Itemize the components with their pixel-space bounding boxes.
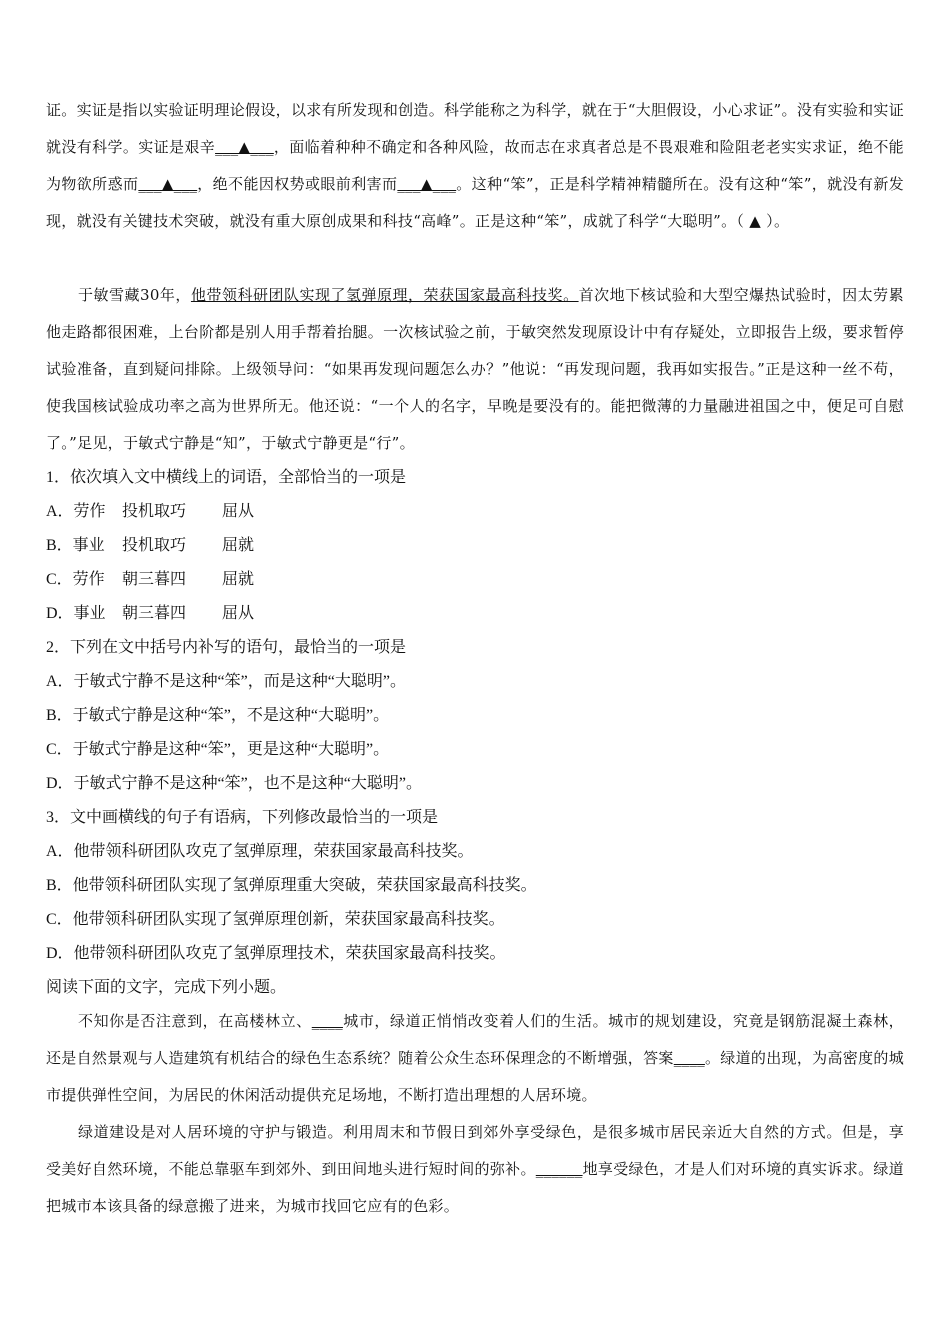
passage1-p2-text: 首次地下核试验和大型空爆热试验时，因太劳累他走路都很困难，上台阶都是别人用手帮着抬腿。一次核试验之前，于敏突然发现原设计中有存疑处，立即报告上级，要求暂停试验准备，直到疑问排除。上级领导问：“如果再发现问题怎么办？”他说：“再发现问题，我再如实报告。”正是这种一丝不苟，使我国核试验成功率之高为世界所无。他还说：“一个人的名字，早晚是要没有的。能把微薄的力量融进祖国之中，便足可自慰了。”足见，于敏式宁静是“知”，于敏式宁静更是“行”。: [46, 286, 904, 452]
option-word-1: D．事业: [46, 605, 106, 622]
fill-blank-3: ___▲___: [397, 175, 457, 193]
option-word-3: 屈从: [222, 605, 255, 622]
passage1-p1-text: ，面临着种种不确定和各种风险，故而志在求真者总是不畏艰难和险阻老老实实求证，绝不能为物欲所惑而: [46, 138, 904, 193]
passage2-paragraph-1: [46, 1003, 904, 1114]
question-2-option-b: B．于敏式宁静是这种“笨”，不是这种“大聪明”。: [46, 707, 390, 724]
option-word-3: 屈就: [222, 537, 255, 554]
passage2-paragraph-2: [46, 1114, 904, 1225]
passage1-p2-text: 于敏雪藏30年，: [78, 286, 191, 304]
option-word-2: 朝三暮四: [122, 571, 187, 588]
passage2-p2-text: 地享受绿色，才是人们对环境的真实诉求。绿道把城市本该具备的绿意搬了进来，为城市找回它应有的色彩。: [46, 1160, 904, 1215]
passage1-paragraph-2: [46, 277, 904, 462]
fill-blank-6: ______: [535, 1160, 583, 1178]
question-1-option-b: [46, 529, 904, 563]
passage2-p1-text: 不知你是否注意到，在高楼林立、: [78, 1012, 312, 1030]
option-word-2: 朝三暮四: [122, 605, 187, 622]
question-3-option-d: D．他带领科研团队攻克了氢弹原理技术，荣获国家最高科技奖。: [46, 945, 506, 962]
option-word-3: 屈就: [222, 571, 255, 588]
fill-blank-1: ___▲___: [215, 138, 274, 156]
passage2-p1-text: 城市，绿道正悄悄改变着人们的生活。城市的规划建设，究竟是钢筋混凝土森林，还是自然景观与人造建筑有机结合的绿色生态系统？随着公众生态环保理念的不断增强，答案: [46, 1012, 904, 1067]
question-3-stem: 3．文中画横线的句子有语病，下列修改最恰当的一项是: [46, 809, 439, 826]
option-word-2: 投机取巧: [122, 503, 187, 520]
question-3-option-a: A．他带领科研团队攻克了氢弹原理，荣获国家最高科技奖。: [46, 843, 474, 860]
option-word-2: 投机取巧: [122, 537, 187, 554]
question-3-option-c: C．他带领科研团队实现了氢弹原理创新，荣获国家最高科技奖。: [46, 911, 505, 928]
passage1-paragraph-1: [46, 92, 904, 240]
option-word-3: 屈从: [222, 503, 255, 520]
question-1-stem: 1．依次填入文中横线上的词语，全部恰当的一项是: [46, 469, 407, 486]
question-1-option-a: [46, 495, 904, 529]
option-word-1: C．劳作: [46, 571, 105, 588]
fill-blank-5: ____: [673, 1049, 705, 1067]
passage2-p2-text: 绿道建设是对人居环境的守护与锻造。利用周末和节假日到郊外享受绿色，是很多城市居民亲近大自然的方式。但是，享受美好自然环境，不能总靠驱车到郊外、到田间地头进行短时间的弥补。: [46, 1123, 904, 1178]
fill-blank-2: ___▲___: [138, 175, 198, 193]
question-1-option-d: [46, 597, 904, 631]
fill-blank-4: ____: [311, 1012, 343, 1030]
passage1-p1-text: 证。实证是指以实验证明理论假设，以求有所发现和创造。科学能称之为科学，就在于“大胆假设，小心求证”。没有实验和实证就没有科学。实证是艰辛: [46, 101, 904, 156]
section-2-intro: 阅读下面的文字，完成下列小题。: [46, 979, 287, 996]
question-1-option-c: [46, 563, 904, 597]
question-2-option-a: A．于敏式宁静不是这种“笨”，而是这种“大聪明”。: [46, 673, 406, 690]
option-word-1: B．事业: [46, 537, 105, 554]
passage1-p1-text: ，绝不能因权势或眼前利害而: [197, 175, 398, 193]
question-2-stem: 2．下列在文中括号内补写的语句，最恰当的一项是: [46, 639, 407, 656]
question-3-option-b: B．他带领科研团队实现了氢弹原理重大突破，荣获国家最高科技奖。: [46, 877, 537, 894]
passage1-p1-text: 。这种“笨”，正是科学精神精髓所在。没有这种“笨”，就没有新发现，就没有关键技术突破，就没有重大原创成果和科技“高峰”。正是这种“笨”，成就了科学“大聪明”。（ ▲ ）。: [46, 175, 905, 230]
question-2-option-c: C．于敏式宁静是这种“笨”，更是这种“大聪明”。: [46, 741, 390, 758]
passage2-p1-text: 。绿道的出现，为高密度的城市提供弹性空间，为居民的休闲活动提供充足场地，不断打造出理想的人居环境。: [46, 1049, 904, 1104]
question-2-option-d: D．于敏式宁静不是这种“笨”，也不是这种“大聪明”。: [46, 775, 422, 792]
underlined-sentence: 他带领科研团队实现了氢弹原理，荣获国家最高科技奖。: [190, 286, 579, 304]
option-word-1: A．劳作: [46, 503, 106, 520]
